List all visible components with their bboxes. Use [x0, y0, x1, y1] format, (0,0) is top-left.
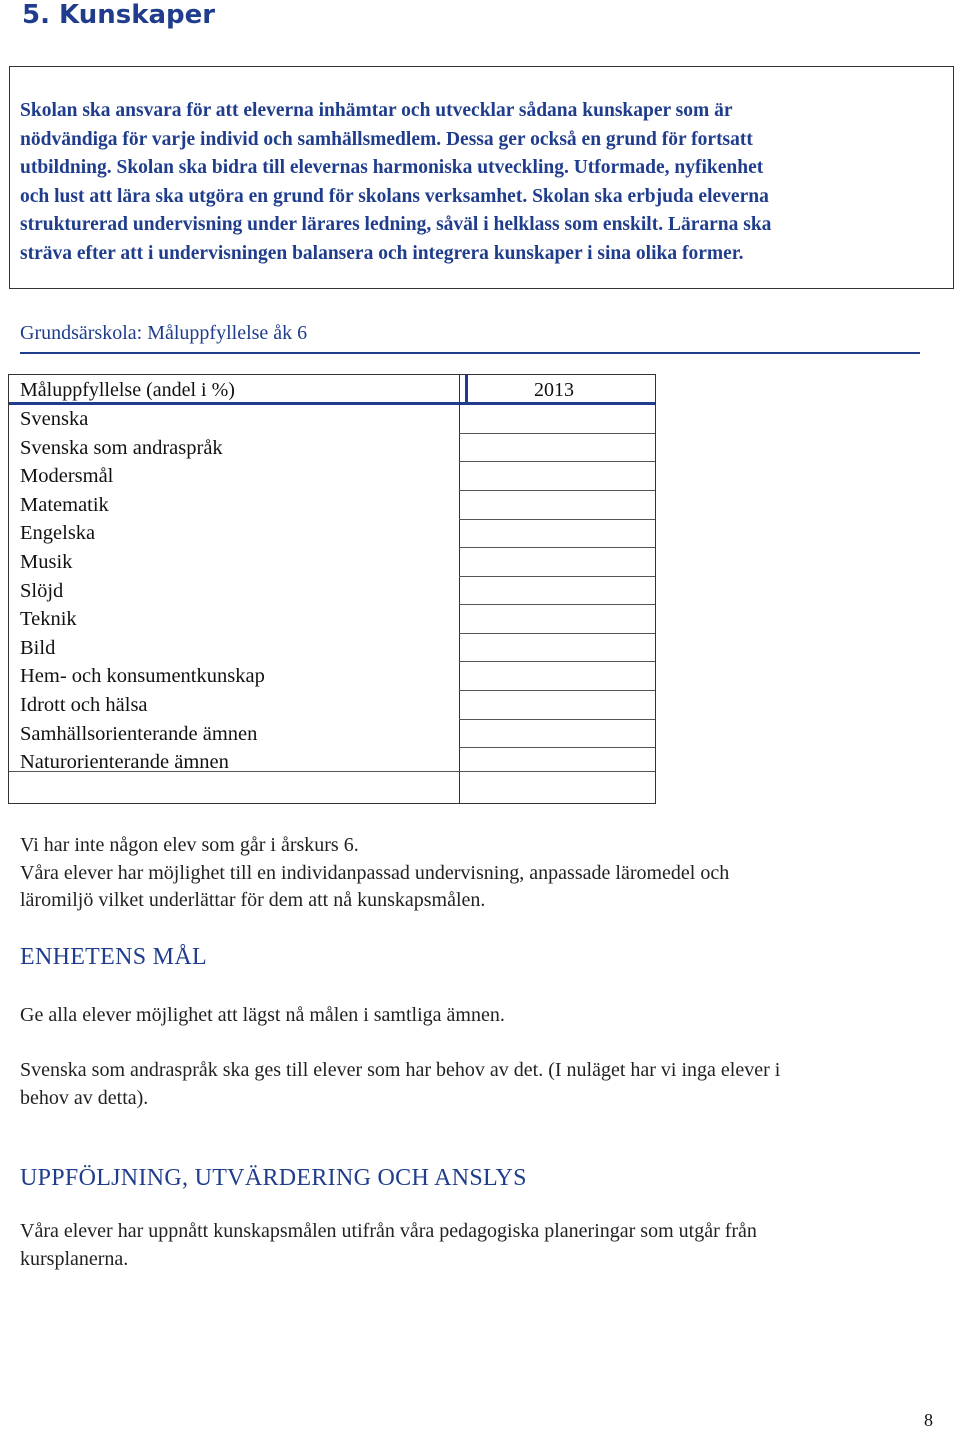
intro-line: sträva efter att i undervisningen balansera och integrera kunskaper i sina olika former.: [20, 242, 744, 264]
goals-paragraph-2: [20, 1057, 780, 1112]
row-line: [459, 690, 655, 691]
row-line: [459, 633, 655, 634]
row-line: [459, 547, 655, 548]
intro-line: utbildning. Skolan ska bidra till elevernas harmoniska utveckling. Utformade, nyfikenhet: [20, 157, 764, 178]
row-line: [459, 604, 655, 605]
table-row: Engelska: [20, 522, 96, 545]
row-line: [459, 576, 655, 577]
table-row: Matematik: [20, 493, 109, 516]
table-row: Samhällsorienterande ämnen: [20, 722, 258, 745]
table-row: Musik: [20, 550, 73, 573]
goals-heading: ENHETENS MÅL: [20, 944, 207, 970]
table-row: Naturorienterande ämnen: [20, 751, 229, 774]
page-title: 5. Kunskaper: [22, 0, 216, 30]
note-paragraph: [20, 832, 729, 915]
goals-line: behov av detta).: [20, 1086, 149, 1109]
intro-line: och lust att lära ska utgöra en grund för skolans verksamhet. Skolan ska erbjuda eleverna: [20, 185, 769, 207]
row-line: [459, 461, 655, 462]
followup-paragraph: [20, 1218, 757, 1273]
table-row: Idrott och hälsa: [20, 693, 148, 716]
table-row: Slöjd: [20, 579, 64, 602]
intro-line: Skolan ska ansvara för att eleverna inhämtar och utvecklar sådana kunskaper som är: [20, 100, 733, 121]
goal-fulfilment-table: [8, 374, 656, 804]
subtitle-rule: [20, 352, 920, 354]
table-row: Svenska: [20, 408, 89, 430]
row-line: [459, 661, 655, 662]
table-row: Svenska som andraspråk: [20, 436, 223, 459]
goals-line: Ge alla elever möjlighet att lägst nå målen i samtliga ämnen.: [20, 1004, 505, 1026]
followup-heading: UPPFÖLJNING, UTVÄRDERING OCH ANSLYS: [20, 1165, 527, 1191]
row-line: [459, 747, 655, 748]
section-subtitle: Grundsärskola: Måluppfyllelse åk 6: [20, 322, 308, 344]
table-row: Hem- och konsumentkunskap: [20, 665, 265, 688]
note-line: läromiljö vilket underlättar för dem att nå kunskapsmålen.: [20, 889, 486, 911]
goals-line: Svenska som andraspråk ska ges till elever som har behov av det. (I nuläget har vi inga elever i: [20, 1059, 781, 1081]
row-line: [459, 433, 655, 434]
table-header-label: Måluppfyllelse (andel i %): [20, 379, 235, 401]
note-line: Vi har inte någon elev som går i årskurs 6.: [20, 834, 359, 856]
table-header-year: 2013: [534, 379, 574, 401]
page-number: 8: [924, 1410, 933, 1430]
followup-line: Våra elever har uppnått kunskapsmålen utifrån våra pedagogiska planeringar som utgår från: [20, 1220, 757, 1242]
row-line: [459, 490, 655, 491]
header-divider: [465, 375, 468, 405]
note-line: Våra elever har möjlighet till en individanpassad undervisning, anpassade läromedel och: [20, 861, 730, 884]
subject-list: [20, 405, 265, 777]
followup-line: kursplanerna.: [20, 1247, 129, 1270]
table-row: Bild: [20, 636, 56, 659]
intro-line: strukturerad undervisning under lärares ledning, såväl i helklass som enskilt. Lärarna ska: [20, 214, 772, 235]
row-line: [459, 519, 655, 520]
column-divider: [459, 375, 460, 803]
goals-paragraph-1: [20, 1002, 505, 1030]
intro-text: [20, 97, 945, 268]
row-line: [459, 719, 655, 720]
table-row: Teknik: [20, 608, 77, 631]
intro-line: nödvändiga för varje individ och samhällsmedlem. Dessa ger också en grund för fortsatt: [20, 128, 753, 150]
table-row: Modersmål: [20, 465, 114, 488]
